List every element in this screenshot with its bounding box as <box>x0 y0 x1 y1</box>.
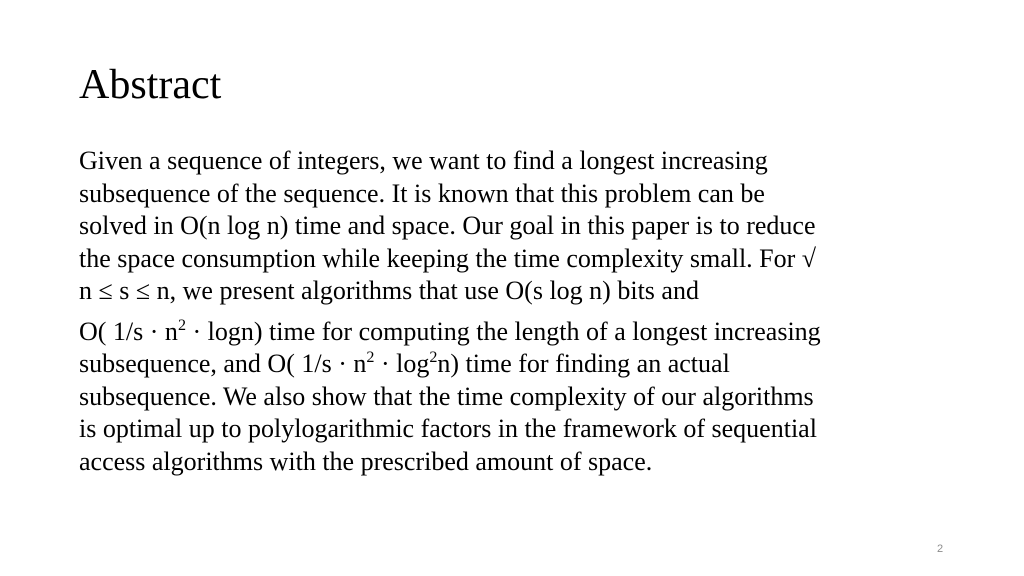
abstract-line: is optimal up to polylogarithmic factors in the framework of sequential <box>79 414 817 443</box>
slide-title: Abstract <box>79 62 222 108</box>
formula-text: O( 1/s · n <box>79 316 178 346</box>
abstract-paragraph-2 <box>79 316 949 479</box>
abstract-line-formula-2 <box>79 348 949 381</box>
abstract-body <box>79 145 949 478</box>
abstract-line: Given a sequence of integers, we want to find a longest increasing <box>79 146 768 175</box>
page-number: 2 <box>937 543 944 555</box>
abstract-line: subsequence. We also show that the time complexity of our algorithms <box>79 381 814 411</box>
formula-text: subsequence, and O( 1/s · n <box>79 349 367 378</box>
superscript-exponent: 2 <box>177 316 186 334</box>
abstract-line: solved in O(n log n) time and space. Our goal in this paper is to reduce <box>79 211 816 240</box>
superscript-exponent: 2 <box>429 349 438 367</box>
abstract-line: access algorithms with the prescribed amount of space. <box>79 446 653 476</box>
abstract-line: subsequence of the sequence. It is known that this problem can be <box>79 178 765 208</box>
abstract-line: n ≤ s ≤ n, we present algorithms that use O(s log n) bits and <box>79 276 699 305</box>
abstract-line-formula-1 <box>79 316 949 349</box>
formula-text: n) time for finding an actual <box>437 349 730 378</box>
superscript-exponent: 2 <box>366 349 375 367</box>
abstract-paragraph-1 <box>79 145 949 308</box>
formula-text: · log <box>374 349 430 378</box>
abstract-line: the space consumption while keeping the time complexity small. For √ <box>79 243 817 273</box>
formula-text: · logn) time for computing the length of a longest increasing <box>186 316 821 346</box>
